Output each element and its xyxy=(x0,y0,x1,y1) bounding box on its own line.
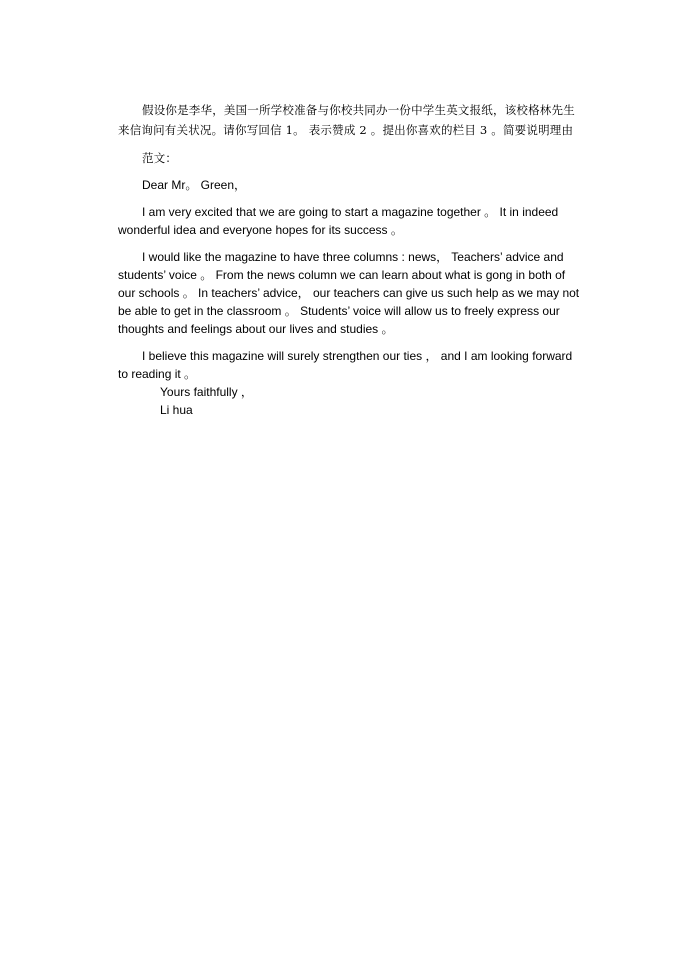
sample-label: 范文： xyxy=(142,151,178,165)
letter-closing: Yours faithfully ， xyxy=(160,385,253,399)
letter-paragraph: I would like the magazine to have three columns : news， Teachers’ advice and students’ voice 。 From the news column we can learn about what is gong in both of our schools 。 In teachers’ advice， our teachers can give us such help as we may not be able to get in the classroom 。 Students’ voice will allow us to freely express our thoughts and feelings about our lives and studies 。 xyxy=(118,250,580,336)
document-body xyxy=(118,100,584,419)
letter-paragraph: I believe this magazine will surely strengthen our ties ， and I am looking forward to reading it 。 xyxy=(118,349,573,381)
letter-greeting: Dear Mr。 Green， xyxy=(142,178,247,192)
letter-paragraph: I am very excited that we are going to start a magazine together 。 It in indeed wonderful idea and everyone hopes for its success 。 xyxy=(118,205,559,237)
letter-signature: Li hua xyxy=(160,403,193,417)
writing-prompt: 假设你是李华，美国一所学校准备与你校共同办一份中学生英文报纸，该校格林先生来信询问有关状况。请你写回信 1。 表示赞成 2 。提出你喜欢的栏目 3 。简要说明理由 xyxy=(118,103,575,137)
